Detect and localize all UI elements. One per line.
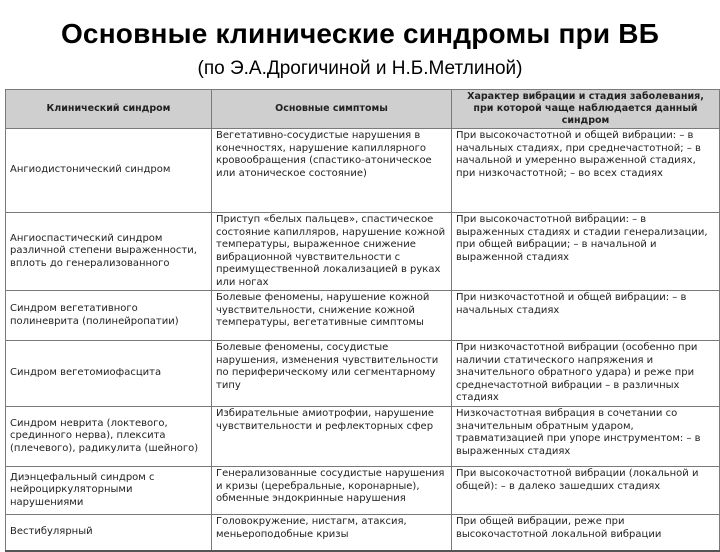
page-title: Основные клинические синдромы при ВБ <box>60 18 660 49</box>
syndrome-cell: Синдром вегетомиофасцита <box>6 341 212 407</box>
syndrome-cell: Синдром неврита (локтевого, срединного нерва), плексита (плечевого), радикулита (шейного) <box>6 407 212 467</box>
vibration-cell: При высокочастотной вибрации: – в выраженных стадиях и стадии генерализации, при общей вибрации; – в начальной и выраженной стадиях <box>452 213 720 291</box>
table-row <box>6 515 720 551</box>
table-row <box>6 291 720 341</box>
header-syndrome: Клинический синдром <box>6 90 212 129</box>
table-row <box>6 213 720 291</box>
syndrome-cell: Диэнцефальный синдром с нейроциркуляторными нарушениями <box>6 467 212 515</box>
header-vibration: Характер вибрации и стадия заболевания, при которой чаще наблюдается данный синдром <box>452 90 720 129</box>
symptoms-cell: Генерализованные сосудистые нарушения и кризы (церебральные, коронарные), обменные эндокринные нарушения <box>212 467 452 515</box>
symptoms-cell: Избирательные амиотрофии, нарушение чувствительности и рефлекторных сфер <box>212 407 452 467</box>
syndrome-cell: Вестибулярный <box>6 515 212 551</box>
symptoms-cell: Болевые феномены, нарушение кожной чувствительности, снижение кожной температуры, вегетативные симптомы <box>212 291 452 341</box>
vibration-cell: Низкочастотная вибрация в сочетании со значительным обратным ударом, травматизацией при упоре инструментом: – в выраженных стадиях <box>452 407 720 467</box>
page-subtitle: (по Э.А.Дрогичиной и Н.Б.Метлиной) <box>197 58 523 79</box>
syndromes-table <box>5 89 720 552</box>
vibration-cell: При низкочастотной вибрации (особенно при наличии статического напряжения и значительного обратного удара) и реже при среднечастотной вибрации – в различных стадиях <box>452 341 720 407</box>
symptoms-cell: Вегетативно-сосудистые нарушения в конечностях, нарушение капиллярного кровообращения (спастико-атоническое или атоническое состояние) <box>212 129 452 213</box>
vibration-cell: При высокочастотной вибрации (локальной и общей): – в далеко зашедших стадиях <box>452 467 720 515</box>
table-row <box>6 407 720 467</box>
syndrome-cell: Ангиодистонический синдром <box>6 129 212 213</box>
symptoms-cell: Головокружение, нистагм, атаксия, меньероподобные кризы <box>212 515 452 551</box>
table-row <box>6 341 720 407</box>
syndrome-cell: Синдром вегетативного полиневрита (полинейропатии) <box>6 291 212 341</box>
syndrome-cell: Ангиоспастический синдром различной степени выраженности, вплоть до генерализованного <box>6 213 212 291</box>
vibration-cell: При общей вибрации, реже при высокочастотной локальной вибрации <box>452 515 720 551</box>
symptoms-cell: Болевые феномены, сосудистые нарушения, изменения чувствительности по периферическому или сегментарному типу <box>212 341 452 407</box>
symptoms-cell: Приступ «белых пальцев», спастическое состояние капилляров, нарушение кожной температуры, выраженное снижение вибрационной чувствительности с преимущественной локализацией в руках или ногах <box>212 213 452 291</box>
table-header-row <box>6 90 720 129</box>
vibration-cell: При высокочастотной и общей вибрации: – в начальных стадиях, при среднечастотной; – в начальной и умеренно выраженной стадиях, при низкочастотной; – во всех стадиях <box>452 129 720 213</box>
table-row <box>6 467 720 515</box>
vibration-cell: При низкочастотной и общей вибрации: – в начальных стадиях <box>452 291 720 341</box>
header-symptoms: Основные симптомы <box>212 90 452 129</box>
table-row <box>6 129 720 213</box>
